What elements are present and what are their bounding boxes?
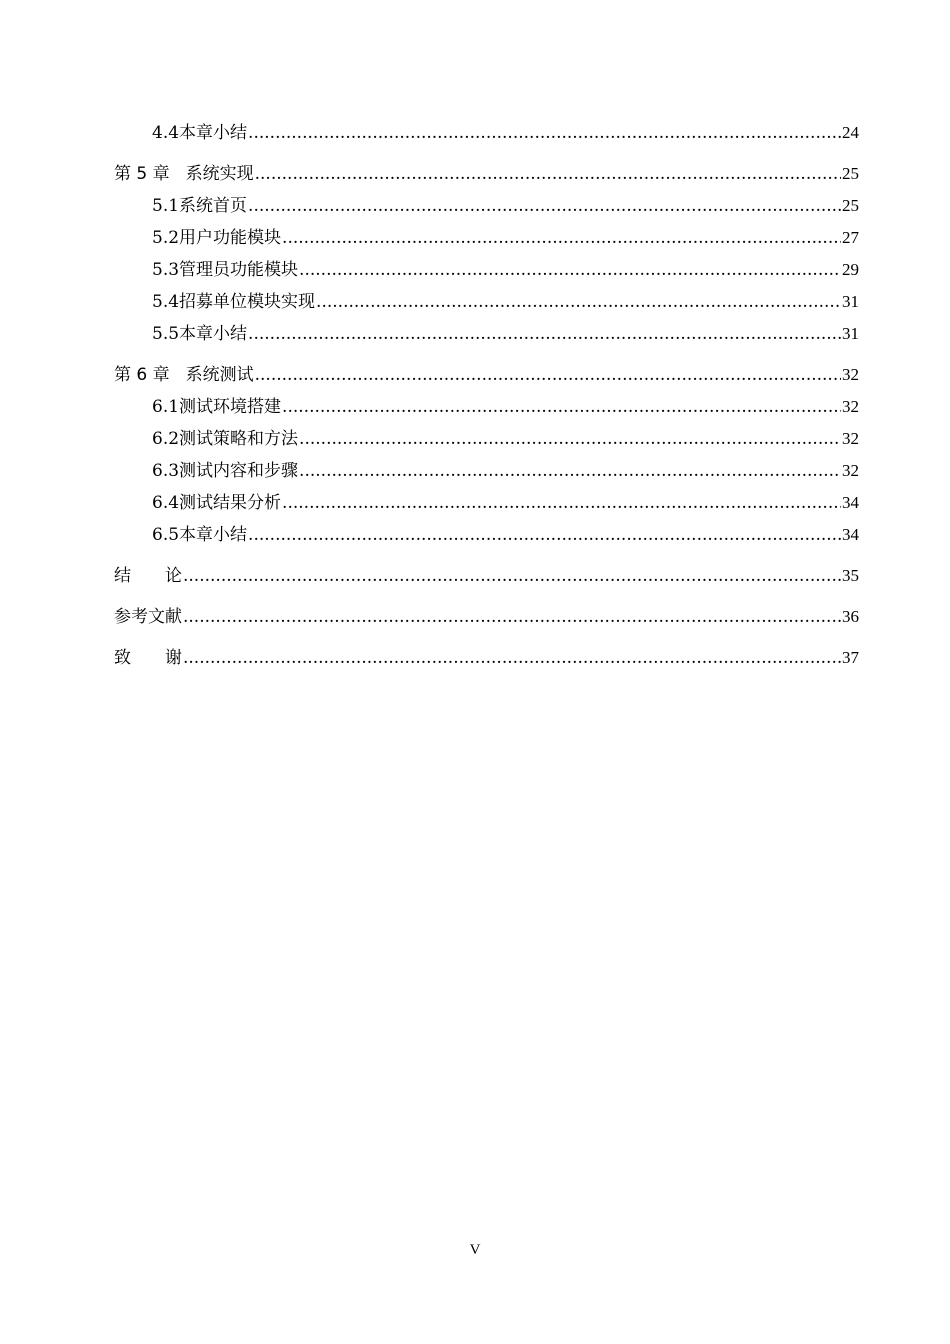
toc-entry-page: 25	[842, 164, 859, 183]
toc-entry-title: 本章小结	[179, 123, 248, 143]
toc-dot-leader	[255, 359, 841, 391]
toc-entry-references[interactable]	[114, 601, 859, 633]
toc-entry-title: 招募单位模块实现	[179, 292, 316, 312]
toc-dot-leader	[316, 286, 841, 318]
toc-entry-page: 37	[842, 648, 859, 667]
toc-entry-5-2[interactable]	[114, 222, 859, 254]
toc-dot-leader	[299, 455, 841, 487]
toc-entry-title: 本章小结	[179, 324, 248, 344]
toc-entry-6-4[interactable]	[114, 487, 859, 519]
toc-entry-page: 32	[842, 429, 859, 448]
page-number-footer: V	[469, 1242, 481, 1258]
toc-entry-page: 27	[842, 228, 859, 247]
toc-entry-5-5[interactable]	[114, 318, 859, 350]
toc-entry-title: 本章小结	[179, 525, 248, 545]
toc-dot-leader	[299, 254, 841, 286]
toc-entry-acknowledgements[interactable]	[114, 642, 859, 674]
toc-dot-leader	[282, 391, 841, 423]
toc-entry-number: 6.1	[152, 397, 180, 417]
toc-dot-leader	[183, 560, 841, 592]
toc-entry-page: 25	[842, 196, 859, 215]
toc-chapter-number: 第 5 章	[114, 164, 170, 184]
toc-entry-page: 32	[842, 365, 859, 384]
toc-entry-conclusion[interactable]	[114, 560, 859, 592]
toc-entry-5-4[interactable]	[114, 286, 859, 318]
toc-entry-title: 用户功能模块	[179, 228, 282, 248]
toc-entry-number: 5.5	[152, 324, 180, 344]
toc-entry-page: 32	[842, 397, 859, 416]
toc-entry-6-2[interactable]	[114, 423, 859, 455]
toc-entry-title: 测试策略和方法	[179, 429, 299, 449]
toc-entry-title: 结 论	[114, 566, 182, 586]
toc-entry-page: 35	[842, 566, 859, 585]
toc-entry-number: 6.2	[152, 429, 180, 449]
toc-entry-number: 6.3	[152, 461, 180, 481]
toc-entry-title: 致 谢	[114, 648, 182, 668]
toc-entry-title: 系统首页	[179, 196, 248, 216]
toc-entry-page: 34	[842, 493, 859, 512]
toc-entry-title: 管理员功能模块	[179, 260, 299, 280]
toc-dot-leader	[255, 158, 841, 190]
toc-entry-6-3[interactable]	[114, 455, 859, 487]
table-of-contents	[114, 117, 859, 674]
toc-entry-title: 测试环境搭建	[179, 397, 282, 417]
toc-dot-leader	[248, 318, 841, 350]
toc-entry-number: 5.3	[152, 260, 180, 280]
toc-entry-page: 31	[842, 324, 859, 343]
toc-chapter-number: 第 6 章	[114, 365, 170, 385]
toc-entry-number: 6.4	[152, 493, 180, 513]
toc-entry-number: 5.1	[152, 196, 180, 216]
toc-entry-6-5[interactable]	[114, 519, 859, 551]
toc-entry-number: 4.4	[152, 123, 180, 143]
toc-entry-page: 36	[842, 607, 859, 626]
toc-dot-leader	[282, 487, 841, 519]
toc-dot-leader	[183, 642, 841, 674]
toc-entry-page: 24	[842, 123, 859, 142]
toc-entry-chapter-5[interactable]	[114, 158, 859, 190]
toc-dot-leader	[299, 423, 841, 455]
toc-dot-leader	[248, 190, 841, 222]
toc-entry-page: 32	[842, 461, 859, 480]
toc-entry-title: 系统测试	[185, 365, 254, 385]
toc-entry-title: 系统实现	[185, 164, 254, 184]
toc-dot-leader	[248, 117, 841, 149]
toc-entry-title: 测试结果分析	[179, 493, 282, 513]
toc-entry-5-3[interactable]	[114, 254, 859, 286]
toc-entry-number: 5.2	[152, 228, 180, 248]
toc-entry-page: 29	[842, 260, 859, 279]
toc-entry-5-1[interactable]	[114, 190, 859, 222]
toc-entry-number: 5.4	[152, 292, 180, 312]
toc-entry-page: 34	[842, 525, 859, 544]
toc-entry-number: 6.5	[152, 525, 180, 545]
toc-entry-page: 31	[842, 292, 859, 311]
toc-entry-6-1[interactable]	[114, 391, 859, 423]
toc-entry-title: 参考文献	[114, 607, 182, 627]
toc-dot-leader	[282, 222, 841, 254]
toc-entry-4-4[interactable]	[114, 117, 859, 149]
toc-dot-leader	[248, 519, 841, 551]
toc-entry-title: 测试内容和步骤	[179, 461, 299, 481]
toc-entry-chapter-6[interactable]	[114, 359, 859, 391]
toc-dot-leader	[183, 601, 841, 633]
